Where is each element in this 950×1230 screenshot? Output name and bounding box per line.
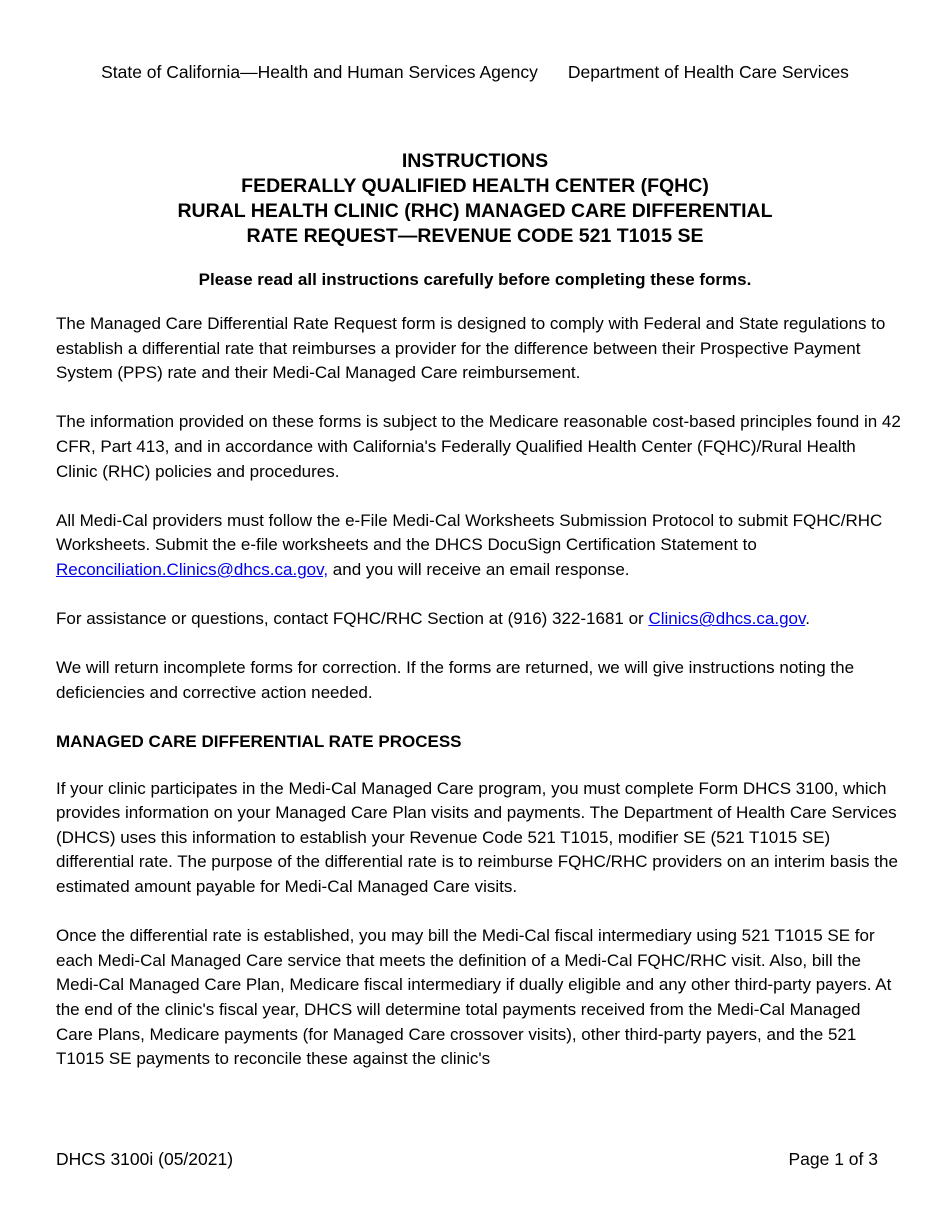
- contact-text: For assistance or questions, contact FQHC/RHC Section at (916) 322-1681 or: [56, 609, 649, 629]
- paragraph-cost-principles: The information provided on these forms is subject to the Medicare reasonable cost-based principles found in 42 CFR, Part 413, and in accordance with California's Federally Qualified Health Center (FQHC)/Rural Health Clinic (RHC) policies and procedures.: [56, 412, 901, 481]
- page-number: Page 1 of 3: [788, 1149, 878, 1169]
- submission-text: All Medi-Cal providers must follow the e-File Medi-Cal Worksheets Submission Protocol to submit FQHC/RHC Worksheets. Submit the e-file worksheets and the DHCS DocuSign Certification Statement to: [56, 510, 883, 555]
- document-title: [0, 149, 950, 249]
- paragraph-billing: Once the differential rate is established, you may bill the Medi-Cal fiscal intermediary using 521 T1015 SE for each Medi-Cal Managed Care service that meets the definition of a Medi-Cal FQHC/RHC visit. Also, bill the Medi-Cal Managed Care Plan, Medicare fiscal intermediary if dually eligible and any other third-party payers. At the end of the clinic's fiscal year, DHCS will determine total payments received from the Medi-Cal Managed Care Plans, Medicare payments (for Managed Care crossover visits), other third-party payers, and the 521 T1015 SE payments to reconcile these against the clinic's: [56, 926, 892, 1069]
- title-line-1: INSTRUCTIONS: [401, 150, 549, 172]
- page-footer: [56, 1149, 878, 1170]
- page-header: [0, 62, 950, 83]
- title-line-2: FEDERALLY QUALIFIED HEALTH CENTER (FQHC): [241, 175, 709, 197]
- department-name: Department of Health Care Services: [567, 62, 849, 82]
- title-line-3: RURAL HEALTH CLINIC (RHC) MANAGED CARE DIFFERENTIAL: [177, 200, 773, 222]
- paragraph-purpose: The Managed Care Differential Rate Request form is designed to comply with Federal and State regulations to establish a differential rate that reimburses a provider for the difference between their Prospective Payment System (PPS) rate and their Medi-Cal Managed Care reimbursement.: [56, 314, 886, 383]
- read-instructions-note: Please read all instructions carefully before completing these forms.: [198, 270, 752, 289]
- paragraph-contact: [56, 607, 901, 632]
- form-id: DHCS 3100i (05/2021): [56, 1149, 234, 1169]
- agency-name: State of California—Health and Human Services Agency: [101, 62, 538, 82]
- title-line-4: RATE REQUEST—REVENUE CODE 521 T1015 SE: [246, 225, 704, 247]
- paragraph-managed-care: If your clinic participates in the Medi-Cal Managed Care program, you must complete Form DHCS 3100, which provides information on your Managed Care Plan visits and payments. The Department of Health Care Services (DHCS) uses this information to establish your Revenue Code 521 T1015, modifier SE (521 T1015 SE) differential rate. The purpose of the differential rate is to reimburse FQHC/RHC providers on an interim basis the estimated amount payable for Medi-Cal Managed Care visits.: [56, 778, 898, 897]
- clinics-email-link[interactable]: Clinics@dhcs.ca.gov: [648, 609, 806, 629]
- contact-text-end: .: [805, 609, 810, 629]
- reconciliation-email-link[interactable]: Reconciliation.Clinics@dhcs.ca.gov,: [56, 559, 329, 579]
- section-heading: MANAGED CARE DIFFERENTIAL RATE PROCESS: [56, 732, 462, 752]
- paragraph-incomplete-forms: We will return incomplete forms for correction. If the forms are returned, we will give instructions noting the deficiencies and corrective action needed.: [56, 658, 855, 702]
- submission-text-end: and you will receive an email response.: [328, 559, 630, 579]
- document-body: [56, 312, 901, 1096]
- paragraph-submission: [56, 509, 901, 583]
